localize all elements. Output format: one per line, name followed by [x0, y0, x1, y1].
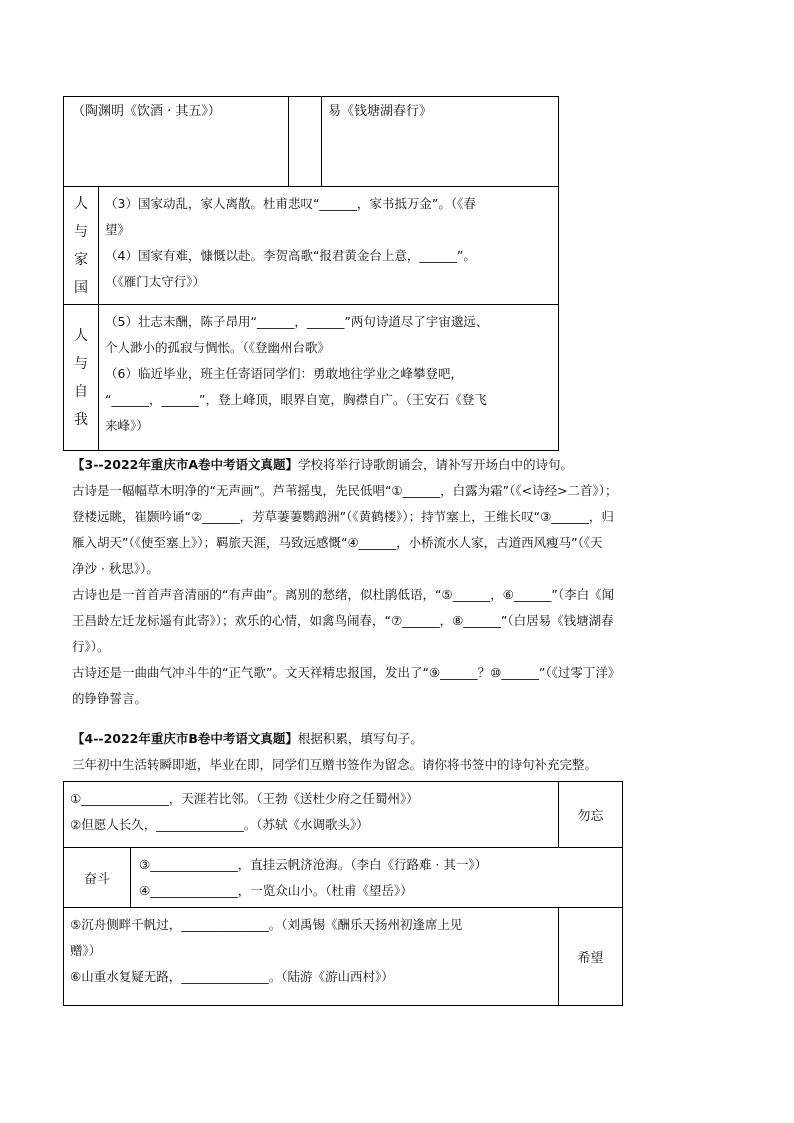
- bookmark-line: ③______________，直挂云帆济沧海。（李白《行路难 · 其一》）: [139, 857, 488, 872]
- bookmark-cell: [131, 848, 623, 908]
- row-label-char: 自: [74, 383, 88, 400]
- paragraph-line: 行》）。: [72, 639, 110, 654]
- table-cell: [99, 187, 559, 305]
- cell-line: （《雁门太守行》）: [105, 274, 206, 289]
- paragraph-line: 净沙 · 秋思》）。: [72, 561, 159, 576]
- bookmark-line: ⑤沉舟侧畔千帆过，______________。（刘禹锡《酬乐天扬州初逢席上见: [70, 917, 463, 932]
- cell-line: 望》: [105, 222, 131, 237]
- paragraph-line: 古诗是一幅幅草木明净的“无声画”。芦苇摇曳，先民低唱“①______，白露为霜”（《<诗经>二首》）；: [72, 483, 618, 498]
- question-source: 【3--2022年重庆市A卷中考语文真题】: [72, 457, 299, 472]
- cell-line: （3）国家动乱，家人离散。杜甫悲叹“______，家书抵万金”。（《春: [105, 196, 476, 211]
- cell-line: 个人渺小的孤寂与惆怅。（《登幽州台歌》: [105, 340, 331, 355]
- question-4: [72, 726, 752, 778]
- row-label-cell: [64, 305, 99, 451]
- table-bookmarks: [63, 781, 623, 1006]
- bookmark-cell: [64, 782, 559, 848]
- cell-line: 来峰》）: [105, 418, 149, 433]
- bookmark-tag-cell: [559, 782, 623, 848]
- question-prompt: 学校将举行诗歌朗诵会，请补写开场白中的诗句。: [298, 457, 574, 472]
- bookmark-line: ②但愿人长久，______________。（苏轼《水调歌头》）: [70, 817, 369, 832]
- question-header: [72, 452, 752, 478]
- table-cell: [322, 97, 559, 187]
- question-source: 【4--2022年重庆市B卷中考语文真题】: [72, 731, 298, 746]
- paragraph-line: 古诗也是一首首声音清丽的“有声曲”。离别的愁绪，似杜鹃低语，“⑤______，⑥______”（李白《闻: [72, 587, 615, 602]
- bookmark-cell: [64, 908, 559, 1006]
- row-label-char: 国: [74, 279, 88, 296]
- bookmark-tag: 奋斗: [83, 872, 110, 887]
- question-3: [72, 452, 752, 712]
- bookmark-line: 赠》）: [70, 943, 102, 958]
- cell-text: 易《钱塘湖春行》: [328, 104, 433, 119]
- question-header: [72, 726, 752, 752]
- paragraph-line: 的铮铮誓言。: [72, 691, 148, 706]
- row-label-cell: [64, 187, 99, 305]
- row-label-char: 与: [74, 223, 88, 240]
- table-cell: [64, 97, 289, 187]
- table-cell-empty: [289, 97, 322, 187]
- table-poetry-continuation: [63, 96, 559, 451]
- paragraph-line: 古诗还是一曲曲气冲斗牛的“正气歌”。文天祥精忠报国，发出了“⑨______？⑩______”（《过零丁洋》: [72, 665, 621, 680]
- cell-line: （5）壮志未酬，陈子昂用“______，______”两句诗道尽了宇宙邈远、: [105, 314, 489, 329]
- paragraph-line: 王昌龄左迁龙标遥有此寄》）；欢乐的心情，如禽鸟闹春，“⑦______，⑧______”（白居易《钱塘湖春: [72, 613, 614, 628]
- row-label-char: 人: [74, 195, 88, 212]
- bookmark-tag-cell: [559, 908, 623, 1006]
- cell-line: （6）临近毕业，班主任寄语同学们：勇敢地往学业之峰攀登吧，: [105, 366, 463, 381]
- paragraph-line: 雁入胡天”（《使至塞上》）；羁旅天涯，马致远感慨“④______，小桥流水人家，古道西风瘦马”（《天: [72, 535, 603, 550]
- bookmark-line: ⑥山重水复疑无路，______________。（陆游《游山西村》）: [70, 969, 394, 984]
- bookmark-line: ①______________，天涯若比邻。（王勃《送杜少府之任蜀州》）: [70, 791, 419, 806]
- bookmark-tag-cell: [64, 848, 131, 908]
- cell-line: “______，______”，登上峰顶，眼界自宽，胸襟自广。（王安石《登飞: [105, 392, 487, 407]
- question-intro: 三年初中生活转瞬即逝，毕业在即，同学们互赠书签作为留念。请你将书签中的诗句补充完整。: [72, 757, 598, 772]
- bookmark-tag: 希望: [577, 951, 604, 966]
- cell-line: （4）国家有难，慷慨以赴。李贺高歌“报君黄金台上意，______”。: [105, 248, 476, 263]
- row-label-char: 我: [74, 411, 88, 428]
- cell-text: （陶渊明《饮酒 · 其五》）: [72, 104, 221, 119]
- paragraph-line: 登楼远眺，崔颢吟诵“②______，芳草萋萋鹦鹉洲”（《黄鹤楼》）；持节塞上，王维长叹“③______，归: [72, 509, 614, 524]
- row-label-char: 与: [74, 355, 88, 372]
- bookmark-tag: 勿忘: [577, 809, 604, 824]
- table-cell: [99, 305, 559, 451]
- row-label-char: 家: [74, 251, 88, 268]
- row-label-char: 人: [74, 327, 88, 344]
- bookmark-line: ④______________，一览众山小。（杜甫《望岳》）: [139, 883, 413, 898]
- question-prompt: 根据积累，填写句子。: [297, 731, 423, 746]
